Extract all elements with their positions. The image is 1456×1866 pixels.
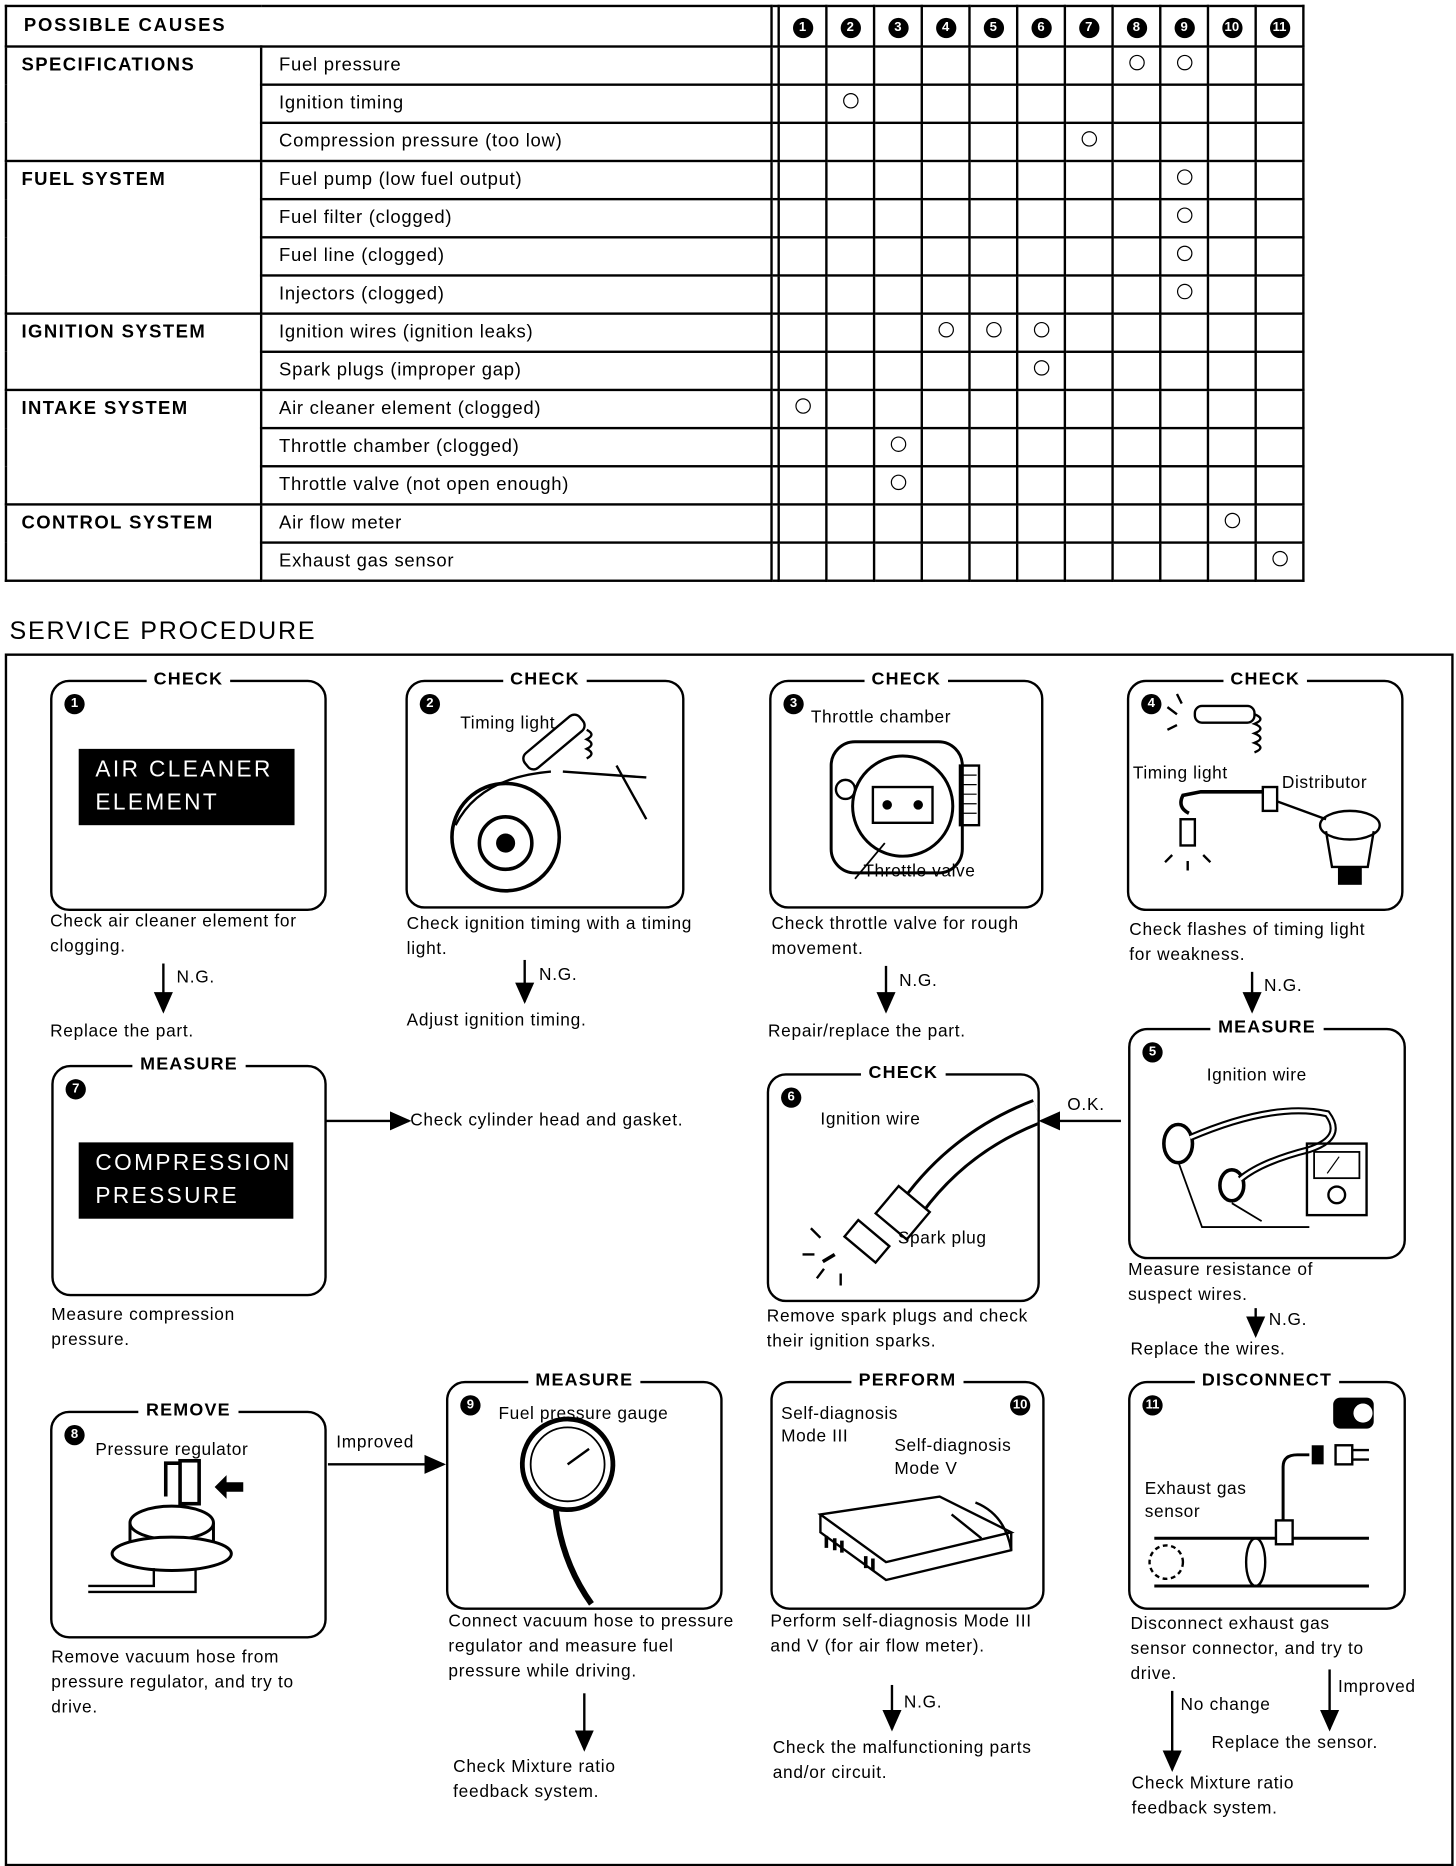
illustration-label: Self-diagnosis Mode V (894, 1436, 1012, 1479)
cause-cell: Fuel pump (low fuel output) (261, 161, 771, 199)
causes-header: POSSIBLE CAUSES (6, 6, 772, 47)
branch-result: Check the malfunctioning parts and/or circuit. (772, 1738, 1032, 1783)
illustration-label: Throttle chamber (810, 708, 952, 728)
step-number-badge: 1 (792, 17, 812, 37)
step-number-badge: 2 (420, 694, 440, 714)
step-number-badge: 5 (1142, 1042, 1162, 1062)
step-action-label: CHECK (864, 669, 948, 689)
cause-cell: Injectors (clogged) (261, 275, 771, 313)
branch-label: N.G. (176, 968, 215, 988)
cause-cell: Throttle chamber (clogged) (261, 428, 771, 466)
step-number-badge: 1 (64, 694, 84, 714)
branch-result: Replace the sensor. (1211, 1733, 1378, 1753)
step-number-badge: 9 (460, 1395, 480, 1415)
illustration-label: Timing light (460, 714, 556, 734)
step-number-badge: 8 (64, 1425, 84, 1445)
branch-result: Repair/replace the part. (767, 1021, 966, 1042)
step-number-badge: 7 (1079, 17, 1099, 37)
illustration-label: Ignition wire (820, 1110, 921, 1130)
category-cell: CONTROL SYSTEM (6, 504, 261, 580)
step-4-description: Check flashes of timing light for weakness. (1129, 920, 1366, 965)
step-action-label: CHECK (503, 669, 587, 689)
illustration-label: Distributor (1281, 773, 1368, 793)
step-action-label: CHECK (146, 669, 230, 689)
illustration-label: Pressure regulator (95, 1440, 249, 1460)
step-action-label: CHECK (1223, 669, 1307, 689)
step-number-badge: 4 (935, 17, 955, 37)
step-8-description: Remove vacuum hose from pressure regulator, and try to drive. (51, 1647, 294, 1718)
step-number-badge: 2 (840, 17, 860, 37)
step-number-badge: 10 (1010, 1395, 1030, 1415)
step-number-badge: 9 (1174, 17, 1194, 37)
step-action-label: PERFORM (851, 1370, 963, 1390)
branch-label: N.G. (903, 1693, 943, 1713)
step-number-badge: 4 (1141, 694, 1161, 714)
category-cell: FUEL SYSTEM (6, 161, 261, 314)
step-1-description: Check air cleaner element for clogging. (50, 912, 297, 957)
branch-label: No change (1180, 1695, 1271, 1715)
cause-cell: Ignition timing (261, 85, 771, 123)
illustration-label: Ignition wire (1206, 1066, 1307, 1086)
illustration-label: Spark plug (897, 1229, 987, 1249)
step-action-label: MEASURE (1211, 1017, 1323, 1037)
step-action-label: MEASURE (133, 1054, 245, 1074)
step-2-description: Check ignition timing with a timing light. (406, 914, 693, 959)
step-number-badge: 6 (781, 1088, 801, 1108)
branch-label: N.G. (1264, 976, 1303, 996)
illustration-label: Self-diagnosis Mode III (781, 1404, 899, 1447)
step-action-label: CHECK (861, 1062, 945, 1082)
step-11-description: Disconnect exhaust gas sensor connector, and try to drive. (1130, 1614, 1364, 1684)
illustration-label: Throttle valve (863, 862, 976, 882)
branch-result: Adjust ignition timing. (406, 1011, 587, 1031)
branch-label: N.G. (899, 971, 938, 991)
step-action-label: REMOVE (139, 1400, 238, 1420)
step-number-badge: 11 (1142, 1395, 1162, 1415)
step-7-title-plate: COMPRESSION PRESSURE (79, 1142, 294, 1218)
section-title: SERVICE PROCEDURE (9, 617, 317, 646)
step-number-badge: 7 (66, 1079, 86, 1099)
branch-label: N.G. (1268, 1310, 1308, 1330)
step-number-badge: 5 (983, 17, 1003, 37)
cause-cell: Exhaust gas sensor (261, 543, 771, 581)
branch-result: Check Mixture ratio feedback system. (453, 1757, 616, 1802)
cause-cell: Fuel pressure (261, 47, 771, 85)
branch-result: Replace the wires. (1130, 1340, 1286, 1360)
step-number-badge: 3 (783, 694, 803, 714)
step-6-description: Remove spark plugs and check their ignition sparks. (766, 1306, 1029, 1352)
step-7-description: Measure compression pressure. (51, 1305, 235, 1350)
cause-cell: Throttle valve (not open enough) (261, 466, 771, 504)
illustration-label: Fuel pressure gauge (498, 1404, 669, 1424)
step-number-badge: 3 (888, 17, 908, 37)
step-9-description: Connect vacuum hose to pressure regulator and measure fuel pressure while driving. (448, 1612, 734, 1682)
branch-result: Check cylinder head and gasket. (410, 1111, 684, 1131)
cause-cell: Air flow meter (261, 504, 771, 542)
step-number-badge: 10 (1222, 17, 1242, 37)
cause-cell: Compression pressure (too low) (261, 123, 771, 161)
step-number-badge: 11 (1269, 17, 1289, 37)
illustration-label: Timing light (1132, 764, 1228, 784)
cause-cell: Spark plugs (improper gap) (261, 352, 771, 390)
step-5-description: Measure resistance of suspect wires. (1128, 1260, 1314, 1305)
branch-label: Improved (1337, 1677, 1416, 1697)
cause-cell: Ignition wires (ignition leaks) (261, 314, 771, 352)
step-action-label: DISCONNECT (1195, 1370, 1339, 1390)
branch-label: O.K. (1067, 1095, 1105, 1115)
cause-cell: Fuel line (clogged) (261, 237, 771, 275)
cause-cell: Fuel filter (clogged) (261, 199, 771, 237)
category-cell: IGNITION SYSTEM (6, 314, 261, 390)
category-cell: SPECIFICATIONS (6, 47, 261, 161)
branch-result: Replace the part. (50, 1021, 194, 1042)
branch-label: Improved (336, 1433, 415, 1453)
step-3-description: Check throttle valve for rough movement. (771, 914, 1019, 959)
step-number-badge: 6 (1031, 17, 1051, 37)
step-10-description: Perform self-diagnosis Mode III and V (for air flow meter). (770, 1612, 1032, 1657)
illustration-label: Exhaust gas sensor (1144, 1479, 1247, 1522)
step-1-title-plate: AIR CLEANER ELEMENT (79, 749, 295, 825)
branch-label: N.G. (538, 965, 578, 985)
step-action-label: MEASURE (528, 1370, 640, 1390)
category-cell: INTAKE SYSTEM (6, 390, 261, 504)
branch-result: Check Mixture ratio feedback system. (1131, 1774, 1295, 1819)
step-number-badge: 8 (1126, 17, 1146, 37)
cause-cell: Air cleaner element (clogged) (261, 390, 771, 428)
